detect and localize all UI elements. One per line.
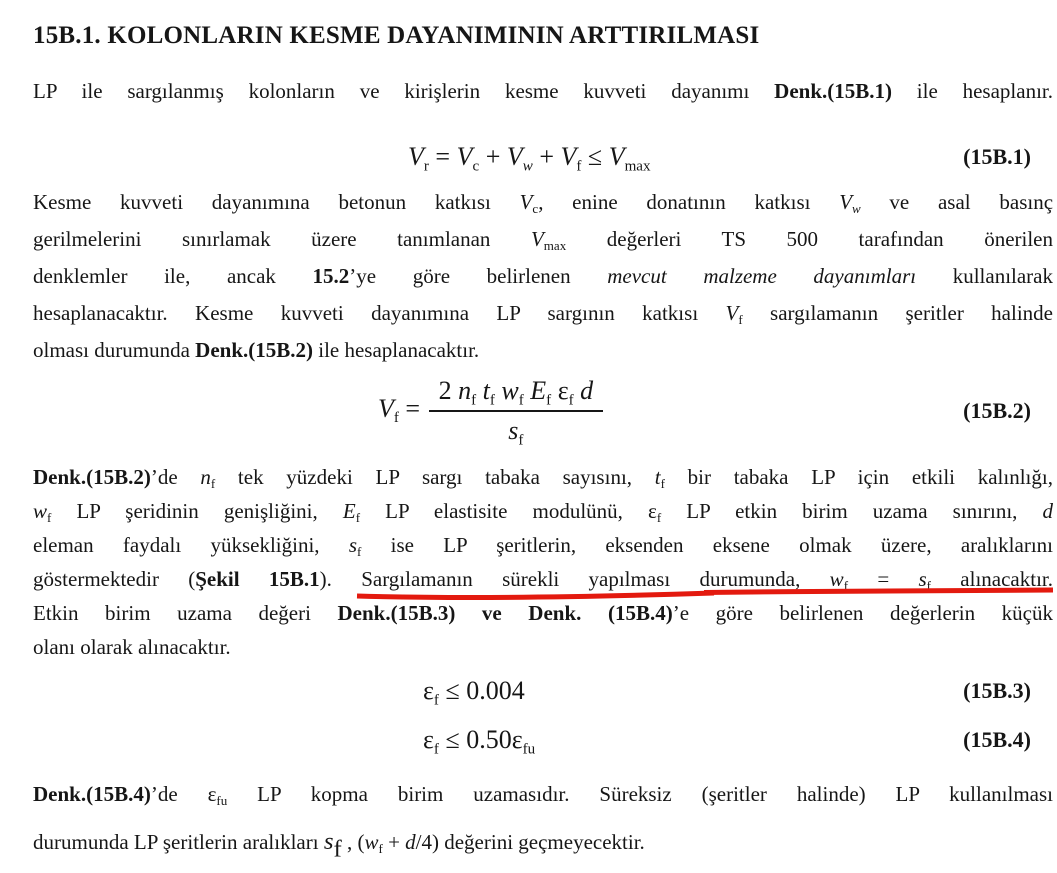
red-underline-annotation — [354, 586, 1056, 602]
red-underline-stroke-right — [704, 590, 1053, 593]
equation-expression: $V_f$ = $\frac{2 n_f t_f w_f E_f \varepsilon_f d}{s_f}$ — [378, 376, 605, 446]
equation-15b2 — [33, 368, 1053, 454]
equation-number: (15B.2) — [963, 398, 1031, 423]
text-line: eleman faydalı yüksekliğini, $s_f$ ise LP şeritlerin, eksenden eksene olmak üzere, aralıklarını — [33, 533, 1053, 559]
text-line: Etkin birim uzama değeri Denk.(15B.3) ve Denk. (15B.4)’e göre belirlenen değerlerin küçük — [33, 601, 1053, 625]
text-line: göstermektedir (Şekil 15B.1). Sargılamanın sürekli yapılması durumunda, $w_f = s_f$ alınacaktır. — [33, 567, 1053, 593]
equation-number: (15B.1) — [963, 144, 1031, 169]
fraction-numerator: 2 $n_f$ $t_f$ $w_f$ $E_f$ $\varepsilon_f$ d — [429, 376, 604, 412]
paragraph-symbol-definitions — [33, 460, 1053, 664]
text-line: durumunda LP şeritlerin aralıkları sf , $(w_f + d/4)$ değerini geçmeyecektir. — [33, 828, 645, 863]
fraction — [429, 376, 604, 449]
text-line: hesaplanacaktır. Kesme kuvveti dayanımına LP sargının katkısı $V_f$ sargılamanın şeritler halinde — [33, 301, 1053, 327]
paragraph-rupture-strain — [33, 770, 1053, 866]
paragraph-intro — [33, 72, 1053, 110]
equation-expression: $V_r = V_c + V_w + V_f \le V_{max}$ — [408, 142, 651, 175]
text-line: Denk.(15B.2)’de $n_f$ tek yüzdeki LP sargı tabaka sayısını, $t_f$ bir tabaka LP için etkili kalınlığı, — [33, 465, 1053, 491]
text-line: LP ile sargılanmış kolonların ve kirişlerin kesme kuvveti dayanımı Denk.(15B.1) ile hesaplanır. — [33, 79, 1053, 103]
equation-15b4 — [33, 719, 1053, 761]
equation-number: (15B.4) — [963, 727, 1031, 752]
equation-expression: $\varepsilon_f \le 0.50\varepsilon_{fu}$ — [423, 725, 536, 758]
text-line: Denk.(15B.4)’de $\varepsilon_{fu}$ LP kopma birim uzamasıdır. Süreksiz (şeritler halinde) LP kullanılması — [33, 782, 1053, 808]
section-title: 15B.1. KOLONLARIN KESME DAYANIMININ ARTTIRILMASI — [33, 22, 760, 49]
text-line: $w_f$ LP şeridinin genişliğini, $E_f$ LP elastisite modulünü, $\varepsilon_f$ LP etkin birim uzama sınırını, d — [33, 499, 1053, 525]
red-underline-stroke-left — [357, 593, 714, 597]
text-line: olanı olarak alınacaktır. — [33, 635, 231, 659]
text-line: Kesme kuvveti dayanımına betonun katkısı $V_c$, enine donatının katkısı $V_w$ ve asal basınç — [33, 190, 1054, 216]
equation-15b3 — [33, 670, 1053, 712]
text-line: gerilmelerini sınırlamak üzere tanımlanan $V_{max}$ değerleri TS 500 tarafından önerilen — [33, 227, 1054, 253]
text-line: denklemler ile, ancak 15.2’ye göre belirlenen mevcut malzeme dayanımları kullanılarak — [33, 264, 1053, 288]
equation-15b1 — [33, 130, 1053, 184]
fraction-denominator: $s_f$ — [508, 416, 524, 449]
equation-expression: $\varepsilon_f \le 0.004$ — [423, 676, 525, 709]
text-line: olması durumunda Denk.(15B.2) ile hesaplanacaktır. — [33, 338, 480, 362]
equation-number: (15B.3) — [963, 678, 1031, 703]
paragraph-shear-contributions — [33, 184, 1053, 369]
